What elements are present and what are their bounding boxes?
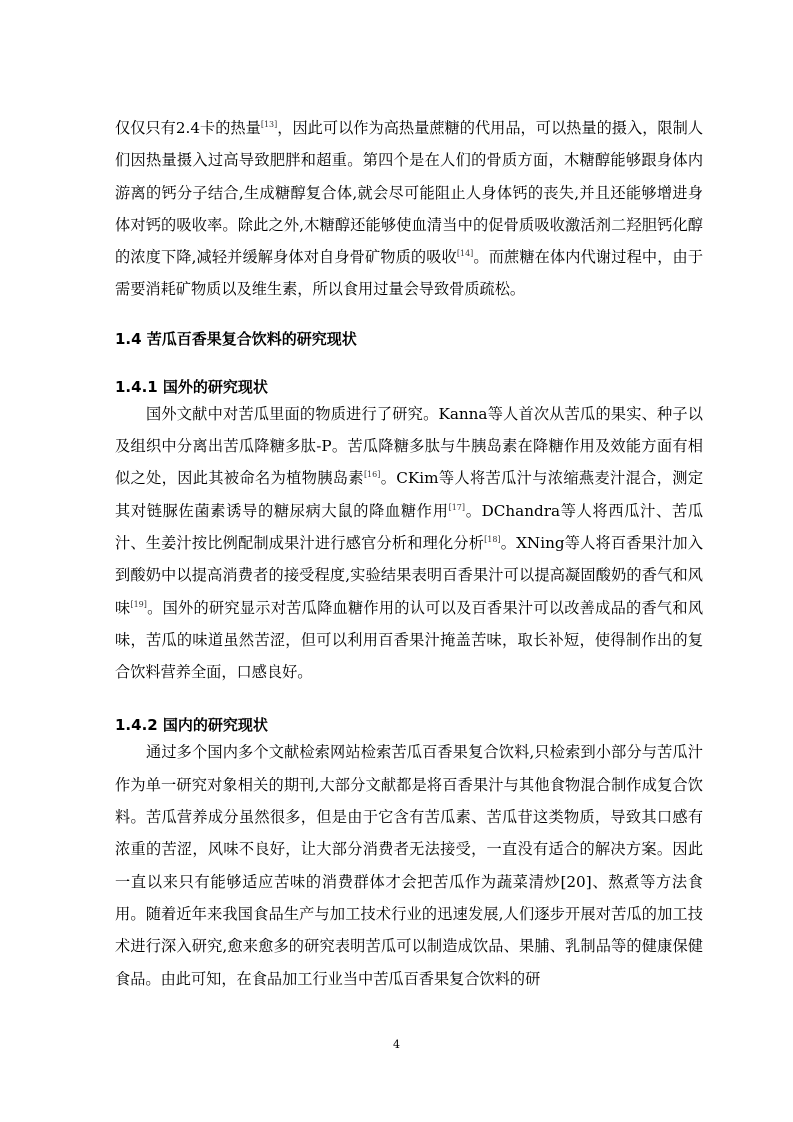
paragraph-xylitol-calories (115, 112, 703, 306)
citation-ref: [14] (456, 249, 474, 259)
text-run: 。CKim等人将苦瓜汁与浓缩燕麦汁混合，测定其对链脲佐菌素诱导的糖尿病大鼠的降血糖作用 (115, 469, 704, 520)
page-number: 4 (393, 1038, 400, 1051)
subsection-heading-domestic: 1.4.2 国内的研究现状 (115, 716, 268, 735)
text-run: 。而蔗糖在体内代谢过程中，由于需要消耗矿物质以及维生素，所以食用过量会导致骨质疏松。 (115, 248, 704, 299)
text-run: 。国外的研究显示对苦瓜降血糖作用的认可以及百香果汁可以改善成品的香气和风味，苦瓜的味道虽然苦涩，但可以利用百香果汁掩盖苦味，取长补短，使得制作出的复合饮料营养全面，口感良好。 (115, 598, 704, 682)
citation-ref: [16] (363, 470, 381, 480)
document-body (115, 112, 703, 995)
text-run: 仅仅只有2.4卡的热量 (115, 119, 261, 137)
section-heading: 1.4 苦瓜百香果复合饮料的研究现状 (115, 329, 357, 348)
text-run: 。XNing等人将百香果汁加入到酸奶中以提高消费者的接受程度,实验结果表明百香果汁可以提高凝固酸奶的香气和风味 (115, 533, 704, 617)
citation-ref: [19] (130, 599, 147, 609)
citation-ref: [13] (260, 119, 278, 129)
text-run: 国外文献中对苦瓜里面的物质进行了研究。Kanna等人首次从苦瓜的果实、种子以及组织中分离出苦瓜降糖多肽-P。苦瓜降糖多肽与牛胰岛素在降糖作用及效能方面有相似之处，因此其被命名为植物胰岛素 (115, 404, 703, 488)
subsection-heading-foreign: 1.4.1 国外的研究现状 (115, 377, 268, 396)
paragraph-domestic-research: 通过多个国内多个文献检索网站检索苦瓜百香果复合饮料,只检索到小部分与苦瓜汁作为单一研究对象相关的期刊,大部分文献都是将百香果汁与其他食物混合制作成复合饮料。苦瓜营养成分虽然很多，但是由于它含有苦瓜素、苦瓜苷这类物质，导致其口感有浓重的苦涩，风味不良好，让大部分消费者无法接受，一直没有适合的解决方案。因此一直以来只有能够适应苦味的消费群体才会把苦瓜作为蔬菜清炒[20]、熬煮等方法食用。随着近年来我国食品生产与加工技术行业的迅速发展,人们逐步开展对苦瓜的加工技术进行深入研究,愈来愈多的研究表明苦瓜可以制造成饮品、果脯、乳制品等的健康保健食品。由此可知，在食品加工行业当中苦瓜百香果复合饮料的研 (115, 743, 703, 988)
citation-ref: [18] (484, 534, 501, 544)
text-run: ，因此可以作为高热量蔗糖的代用品，可以热量的摄入，限制人们因热量摄入过高导致肥胖和超重。第四个是在人们的骨质方面，木糖醇能够跟身体内游离的钙分子结合,生成糖醇复合体,就会尽可能阻止人身体钙的丧失,并且还能够增进身体对钙的吸收率。除此之外,木糖醇还能够使血清当中的促骨质吸收激活剂二羟胆钙化醇的浓度下降,减轻并缓解身体对自身骨矿物质的吸收 (115, 119, 704, 267)
text-run: 。DChandra等人将西瓜汁、苦瓜汁、生姜汁按比例配制成果汁进行感官分析和理化分析 (115, 501, 704, 552)
paragraph-foreign-research (115, 398, 703, 689)
citation-ref: [17] (448, 502, 466, 512)
